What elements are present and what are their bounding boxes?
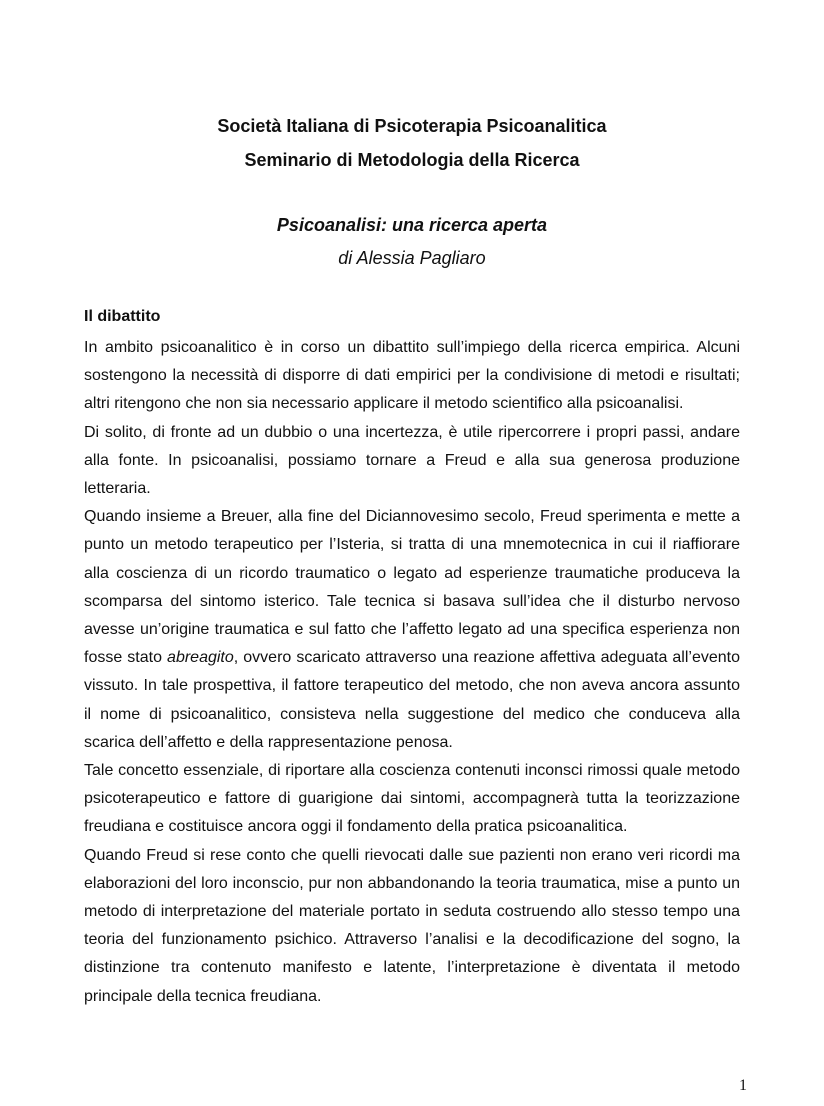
section-heading: Il dibattito: [84, 308, 161, 325]
paragraph: Quando Freud si rese conto che quelli rievocati dalle sue pazienti non erano veri ricordi ma elaborazioni del loro inconscio, pur non abbandonando la teoria traumatica, mise a punto un metodo di interpretazione del materiale portato in seduta costruendo allo stesso tempo una teoria del funzionamento psichico. Attraverso l’analisi e la decodificazione del sogno, la distinzione tra contenuto manifesto e latente, l’interpretazione è diventata il metodo principale della tecnica freudiana.: [84, 846, 740, 1005]
organization-heading: Società Italiana di Psicoterapia Psicoanalitica: [217, 116, 607, 136]
section-body: [84, 334, 740, 1011]
paragraph: [84, 503, 740, 757]
article-title: Psicoanalisi: una ricerca aperta: [276, 215, 548, 235]
paragraph: Tale concetto essenziale, di riportare alla coscienza contenuti inconsci rimossi quale metodo psicoterapeutico e fattore di guarigione dai sintomi, accompagnerà tutta la teorizzazione freudiana e costituisce ancora oggi il fondamento della pratica psicoanalitica.: [84, 762, 740, 836]
paragraph-text: Quando insieme a Breuer, alla fine del Diciannovesimo secolo, Freud sperimenta e mette a punto un metodo terapeutico per l’Isteria, si tratta di una mnemotecnica in cui il riaffiorare alla coscienza di un ricordo traumatico o legato ad esperienze traumatiche produceva la scomparsa del sintomo isterico. Tale tecnica si basava sull’idea che il disturbo nervoso avesse un’origine traumatica e sul fatto che l’affetto legato ad una specifica esperienza non fosse stato: [84, 508, 740, 667]
page-number: 1: [739, 1077, 747, 1094]
emphasized-term: abreagito: [167, 649, 234, 667]
article-author: di Alessia Pagliaro: [338, 248, 486, 268]
seminar-heading: Seminario di Metodologia della Ricerca: [244, 150, 580, 170]
paragraph: Di solito, di fronte ad un dubbio o una incertezza, è utile ripercorrere i propri passi, andare alla fonte. In psicoanalisi, possiamo tornare a Freud e alla sua generosa produzione letteraria.: [84, 423, 740, 498]
paragraph-text: , ovvero scaricato attraverso una reazione affettiva adeguata all’evento vissuto. In tale prospettiva, il fattore terapeutico del metodo, che non aveva ancora assunto il nome di psicoanalitico, consisteva nella suggestione del medico che conduceva alla scarica dell’affetto e della rappresentazione penosa.: [84, 649, 740, 751]
paragraph: In ambito psicoanalitico è in corso un dibattito sull’impiego della ricerca empirica. Alcuni sostengono la necessità di disporre di dati empirici per la condivisione di metodi e risultati; altri ritengono che non sia necessario applicare il metodo scientifico alla psicoanalisi.: [84, 339, 740, 413]
